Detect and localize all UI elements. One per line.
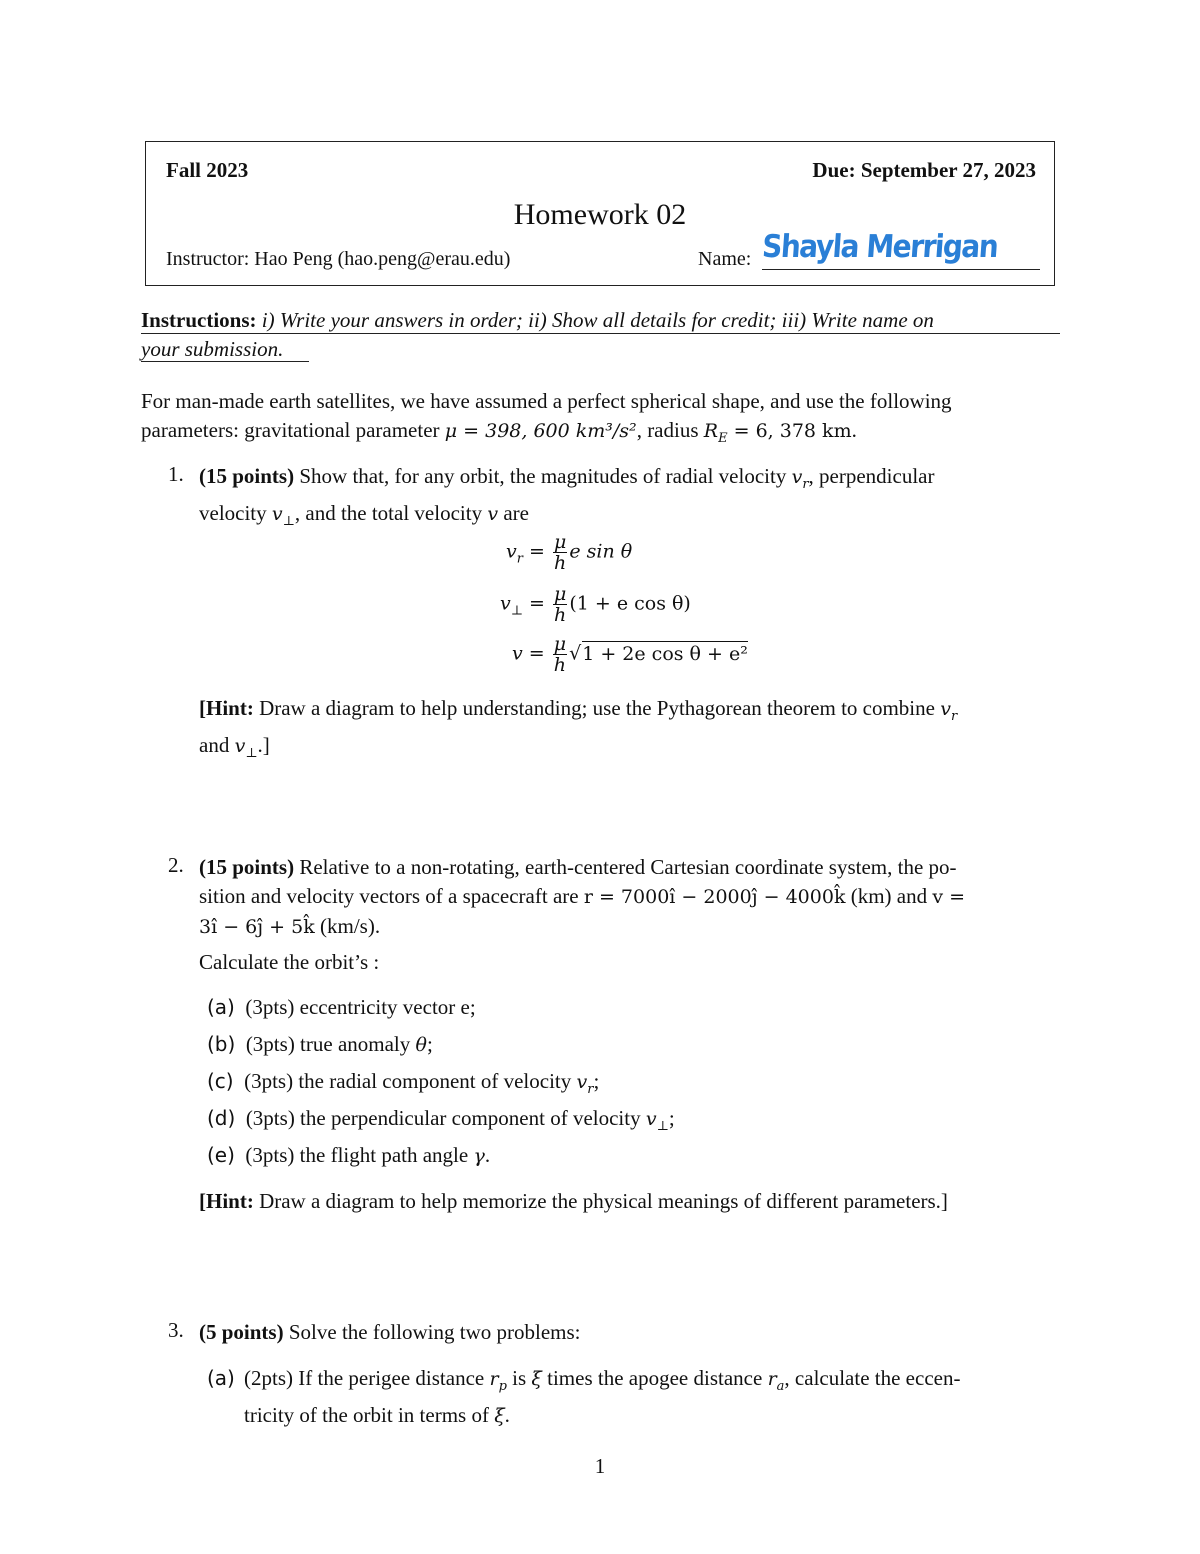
q1-hint: [Hint: Draw a diagram to help understanding; use the Pythagorean theorem to combine $v_r$ and $v_\perp$.]: [199, 696, 958, 762]
q3-number: 3.: [168, 1318, 184, 1342]
q1-points: (15 points): [199, 464, 295, 488]
equation-v: v = $\frac{\mu}{h}$ √1 + 2e cos θ + e²: [512, 633, 748, 676]
instructions-underline-1: [141, 333, 1060, 334]
intro-paragraph: [141, 387, 1061, 453]
page-title: Homework 02: [513, 198, 687, 231]
q3-text: (5 points) Solve the following two problems:: [199, 1320, 581, 1344]
q3-a-label: (a): [207, 1366, 235, 1390]
q2-calc: Calculate the orbit’s :: [199, 950, 380, 974]
term: Fall 2023: [166, 158, 249, 182]
q1-text: (15 points) Show that, for any orbit, the magnitudes of radial velocity $v_r$, perpendicular velocity $v_\perp$, and the total velocity v are: [199, 464, 935, 530]
handwritten-signature: Shayla Merrigan: [761, 228, 999, 265]
instructions-label: Instructions:: [141, 308, 257, 332]
page-number: 1: [594, 1454, 606, 1478]
instructions-underline-2: [141, 361, 309, 362]
q3-a-text: (2pts) If the perigee distance $r_p$ is ξ times the apogee distance $r_a$, calculate the eccen- tricity of the orbit in terms of ξ.: [244, 1366, 961, 1428]
header-box: [145, 141, 1055, 286]
q2-hint: [Hint: Draw a diagram to help memorize the physical meanings of different parameters.]: [199, 1189, 948, 1213]
q2-number: 2.: [168, 853, 184, 877]
name-label: Name:: [698, 248, 752, 270]
q2-item-e: (e) (3pts) the flight path angle γ.: [207, 1143, 491, 1167]
equation-vr: $v_r$ = $\frac{\mu}{h}$ e sin θ: [506, 531, 633, 574]
name-line: [762, 269, 1040, 270]
instructions: [141, 306, 1061, 364]
q2-item-c: (c) (3pts) the radial component of velocity $v_r$;: [207, 1069, 600, 1098]
q2-item-b: (b) (3pts) true anomaly θ;: [207, 1032, 433, 1056]
q2-item-d: (d) (3pts) the perpendicular component of velocity $v_\perp$;: [207, 1106, 675, 1135]
intro-line1: For man-made earth satellites, we have assumed a perfect spherical shape, and use the following: [141, 389, 952, 413]
due-date: Due: September 27, 2023: [812, 158, 1036, 182]
q2-item-a: (a) (3pts) eccentricity vector e;: [207, 995, 476, 1019]
q1-number: 1.: [168, 462, 184, 486]
intro-line2: parameters: gravitational parameter μ = 398, 600 km³/s², radius $R_E = 6$, 378 km.: [141, 418, 857, 447]
q3-points: (5 points): [199, 1320, 284, 1344]
instructions-line2: your submission.: [141, 337, 284, 361]
equation-vperp: $v_\perp$ = $\frac{\mu}{h}$ (1 + e cos θ): [500, 583, 691, 626]
q2-text: (15 points) Relative to a non-rotating, earth-centered Cartesian coordinate system, the po- sition and velocity vectors of a spacecraft are r = 7000î − 2000ĵ − 4000k̂ (km) and v = 3î − 6ĵ + 5k̂ (km/s).: [199, 855, 966, 938]
instructor: Instructor: Hao Peng (hao.peng@erau.edu): [166, 248, 511, 270]
q2-points: (15 points): [199, 855, 295, 879]
instructions-line1: i) Write your answers in order; ii) Show all details for credit; iii) Write name on: [261, 308, 934, 332]
